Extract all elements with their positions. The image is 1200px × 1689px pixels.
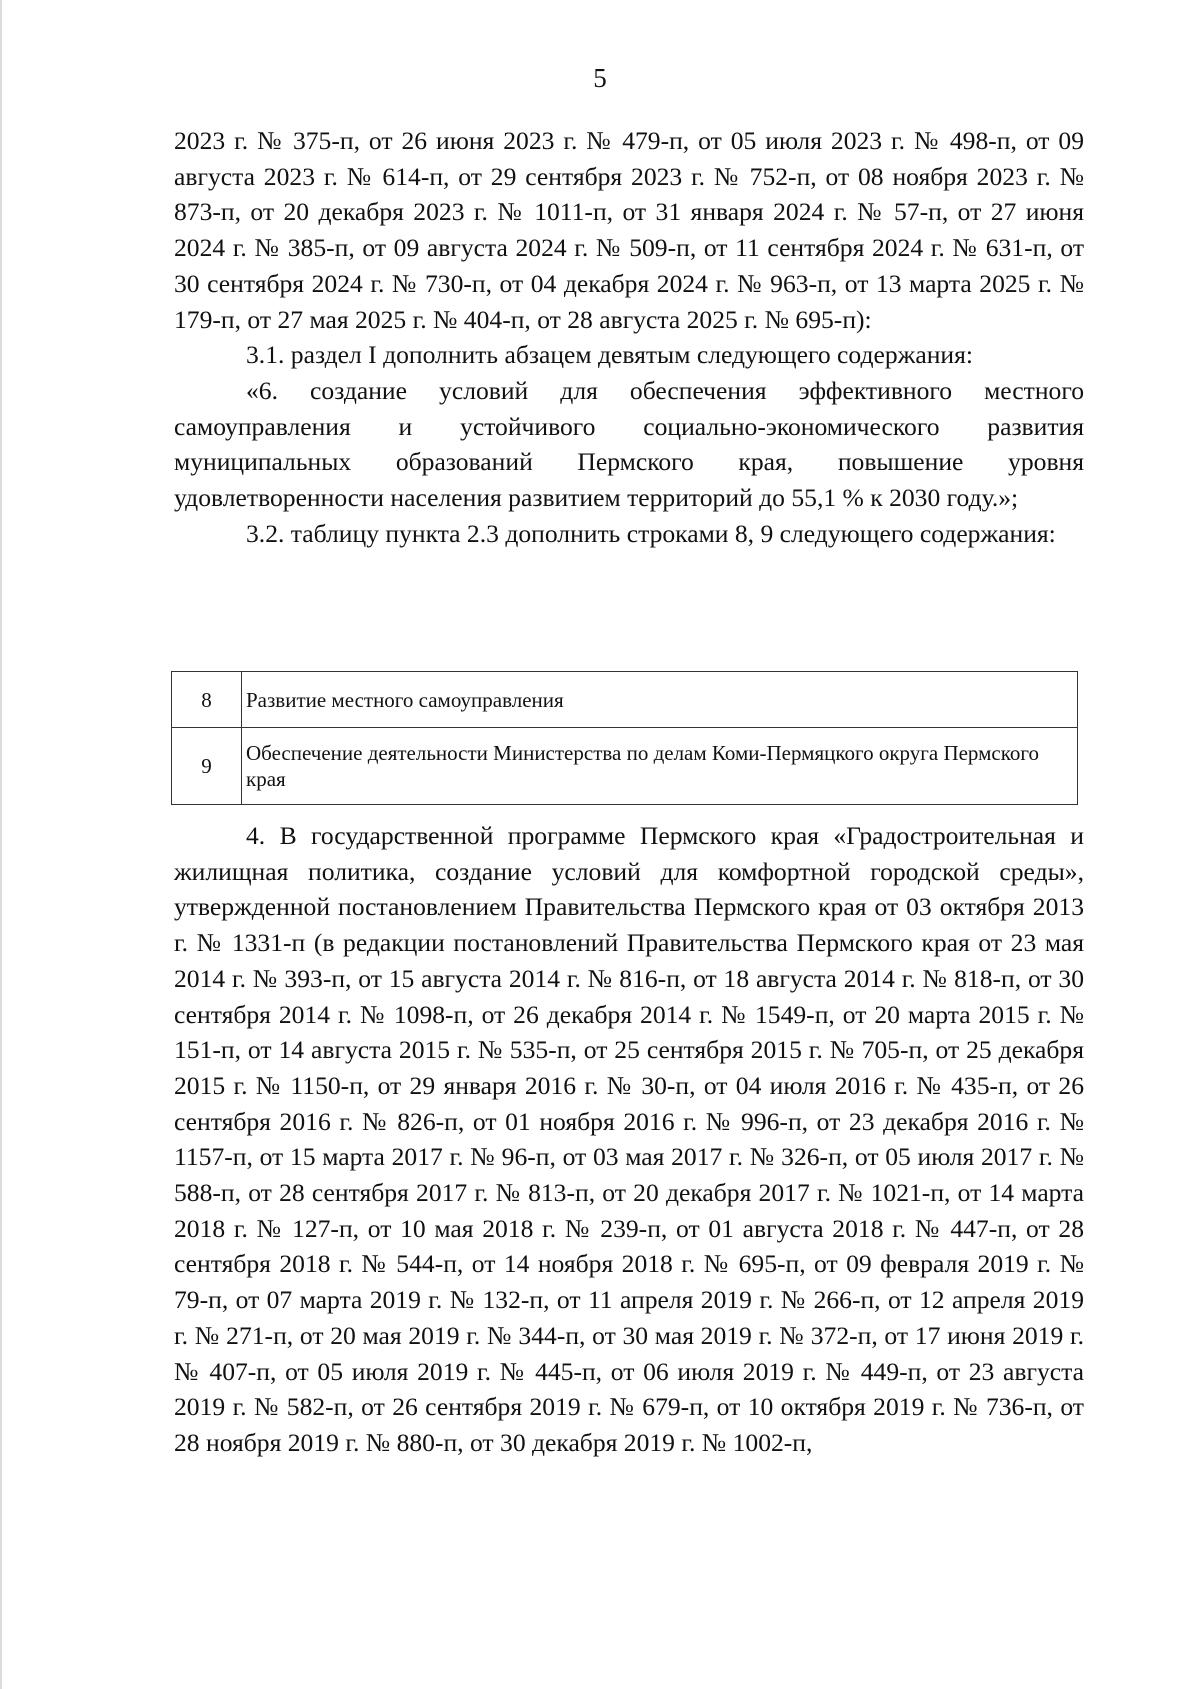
table-row: [172, 728, 1078, 805]
text-block-bottom: [174, 818, 1084, 1461]
table-row-name: Развитие местного самоуправления: [242, 672, 1078, 728]
table-row: [172, 672, 1078, 728]
table-row-number: 9: [172, 728, 242, 805]
amendment-table: [171, 671, 1078, 805]
page-number: 5: [593, 63, 607, 93]
table-row-number: 8: [172, 672, 242, 728]
paragraph-3-1: 3.1. раздел I дополнить абзацем девятым следующего содержания:: [246, 340, 973, 370]
paragraph-3-2: 3.2. таблицу пункта 2.3 дополнить строками 8, 9 следующего содержания:: [246, 518, 1056, 548]
paragraph-amendments-list: 2023 г. № 375-п, от 26 июня 2023 г. № 479-п, от 05 июля 2023 г. № 498-п, от 09 августа 2023 г. № 614-п, от 29 сентября 2023 г. № 752-п, от 08 ноября 2023 г. № 873-п, от 20 декабря 2023 г. № 1011-п, от 31 января 2024 г. № 57-п, от 27 июня 2024 г. № 385-п, от 09 августа 2024 г. № 509-п, от 11 сентября 2024 г. № 631-п, от 30 сентября 2024 г. № 730-п, от 04 декабря 2024 г. № 963-п, от 13 марта 2025 г. № 179-п, от 27 мая 2025 г. № 404-п, от 28 августа 2025 г. № 695-п):: [174, 126, 1084, 334]
paragraph-goal-6: «6. создание условий для обеспечения эффективного местного самоуправления и устойчивого социально-экономического развития муниципальных образований Пермского края, повышение уровня удовлетворенности населения развитием территорий до 55,1 % к 2030 году.»;: [174, 375, 1084, 513]
text-block-top: [174, 123, 1084, 551]
table-row-name: Обеспечение деятельности Министерства по делам Коми-Пермяцкого округа Пермского края: [242, 728, 1078, 805]
scan-edge: [0, 0, 2, 1689]
paragraph-4: 4. В государственной программе Пермского края «Градостроительная и жилищная политика, создание условий для комфортной городской среды», утвержденной постановлением Правительства Пермского края от 03 октября 2013 г. № 1331-п (в редакции постановлений Правительства Пермского края от 23 мая 2014 г. № 393-п, от 15 августа 2014 г. № 816-п, от 18 августа 2014 г. № 818-п, от 30 сентября 2014 г. № 1098-п, от 26 декабря 2014 г. № 1549-п, от 20 марта 2015 г. № 151-п, от 14 августа 2015 г. № 535-п, от 25 сентября 2015 г. № 705-п, от 25 декабря 2015 г. № 1150-п, от 29 января 2016 г. № 30-п, от 04 июля 2016 г. № 435-п, от 26 сентября 2016 г. № 826-п, от 01 ноября 2016 г. № 996-п, от 23 декабря 2016 г. № 1157-п, от 15 марта 2017 г. № 96-п, от 03 мая 2017 г. № 326-п, от 05 июля 2017 г. № 588-п, от 28 сентября 2017 г. № 813-п, от 20 декабря 2017 г. № 1021-п, от 14 марта 2018 г. № 127-п, от 10 мая 2018 г. № 239-п, от 01 августа 2018 г. № 447-п, от 28 сентября 2018 г. № 544-п, от 14 ноября 2018 г. № 695-п, от 09 февраля 2019 г. № 79-п, от 07 марта 2019 г. № 132-п, от 11 апреля 2019 г. № 266-п, от 12 апреля 2019 г. № 271-п, от 20 мая 2019 г. № 344-п, от 30 мая 2019 г. № 372-п, от 17 июня 2019 г. № 407-п, от 05 июля 2019 г. № 445-п, от 06 июля 2019 г. № 449-п, от 23 августа 2019 г. № 582-п, от 26 сентября 2019 г. № 679-п, от 10 октября 2019 г. № 736-п, от 28 ноября 2019 г. № 880-п, от 30 декабря 2019 г. № 1002-п,: [174, 821, 1084, 1457]
